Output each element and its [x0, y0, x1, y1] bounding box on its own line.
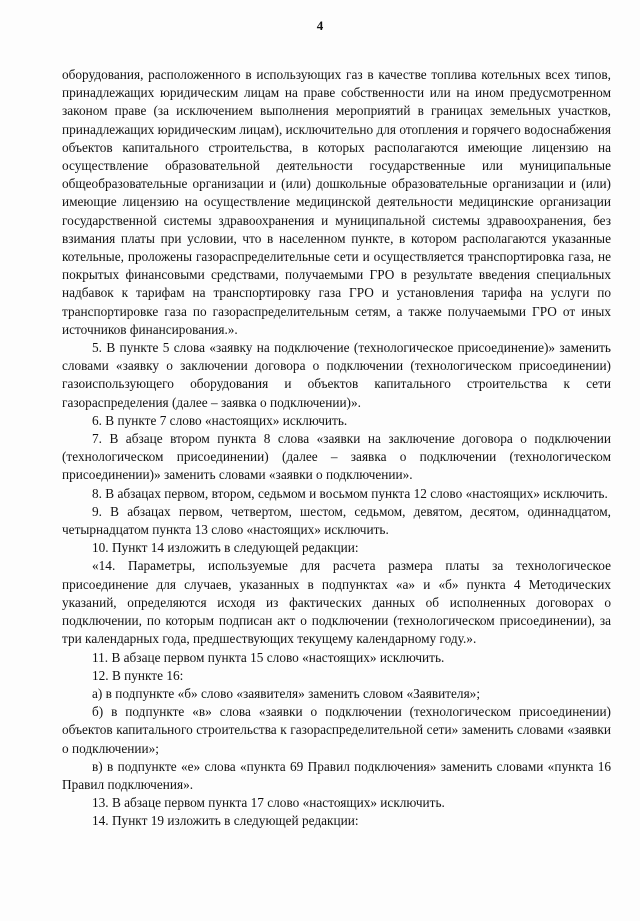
paragraph: «14. Параметры, используемые для расчета размера платы за технологическое присоединение для случаев, указанных в подпунктах «а» и «б» пункта 4 Методических указаний, определяются исходя из фактических данных об исполненных договорах о подключении, по которым подписан акт о подключении (технологическом присоединении), за три календарных года, предшествующих текущему календарному году.».	[62, 558, 611, 647]
paragraph: оборудования, расположенного в использующих газ в качестве топлива котельных всех типов, принадлежащих юридическим лицам на праве собственности или на ином предусмотренном законом праве (за исключением выполнения мероприятий в границах земельных участков, принадлежащих юридическим лицам), исключительно для отопления и горячего водоснабжения объектов капитального строительства, в которых располагаются имеющие лицензию на осуществление образовательной деятельности государственные или муниципальные общеобразовательные организации и (или) дошкольные образовательные организации и (или) имеющие лицензию на осуществление медицинской деятельности медицинские организации государственной системы здравоохранения и муниципальной системы здравоохранения, без взимания платы при условии, что в населенном пункте, в котором располагаются указанные котельные, проложены газораспределительные сети и осуществляется транспортировка газа, не покрытых финансовыми средствами, получаемыми ГРО в результате введения специальных надбавок к тарифам на транспортировку газа ГРО и установления тарифа на услуги по транспортировке газа по газораспределительным сетям, а также получаемыми ГРО от иных источников финансирования.».	[62, 67, 611, 337]
document-body	[62, 66, 611, 831]
paragraph: 5. В пункте 5 слова «заявку на подключение (технологическое присоединение)» заменить словами «заявку о заключении договора о подключении (технологическом присоединении) газоиспользующего оборудования и объектов капитального строительства к сети газораспределения (далее – заявка о подключении)».	[62, 340, 611, 410]
paragraph: 13. В абзаце первом пункта 17 слово «настоящих» исключить.	[92, 795, 445, 811]
paragraph: 9. В абзацах первом, четвертом, шестом, седьмом, девятом, десятом, одиннадцатом, четырнадцатом пункта 13 слово «настоящих» исключить.	[62, 503, 611, 538]
paragraph: 6. В пункте 7 слово «настоящих» исключить.	[92, 412, 348, 428]
paragraph: 10. Пункт 14 изложить в следующей редакции:	[92, 540, 359, 556]
paragraph: 14. Пункт 19 изложить в следующей редакции:	[92, 813, 359, 829]
paragraph: 7. В абзаце втором пункта 8 слова «заявки на заключение договора о подключении (технологическом присоединении) (далее – заявка о подключении (технологическом присоединении)» заменить словами «заявки о подключении».	[62, 431, 611, 483]
page-number: 4	[316, 18, 324, 33]
paragraph: а) в подпункте «б» слово «заявителя» заменить словом «Заявителя»;	[92, 685, 481, 701]
paragraph: 11. В абзаце первом пункта 15 слово «настоящих» исключить.	[92, 649, 445, 665]
paragraph: 8. В абзацах первом, втором, седьмом и восьмом пункта 12 слово «настоящих» исключить.	[92, 485, 608, 501]
paragraph: б) в подпункте «в» слова «заявки о подключении (технологическом присоединении) объектов капитального строительства к газораспределительной сети» заменить словами «заявки о подключении»;	[62, 704, 611, 756]
paragraph: 12. В пункте 16:	[92, 667, 184, 683]
paragraph: в) в подпункте «е» слова «пункта 69 Правил подключения» заменить словами «пункта 16 Правил подключения».	[62, 758, 611, 792]
